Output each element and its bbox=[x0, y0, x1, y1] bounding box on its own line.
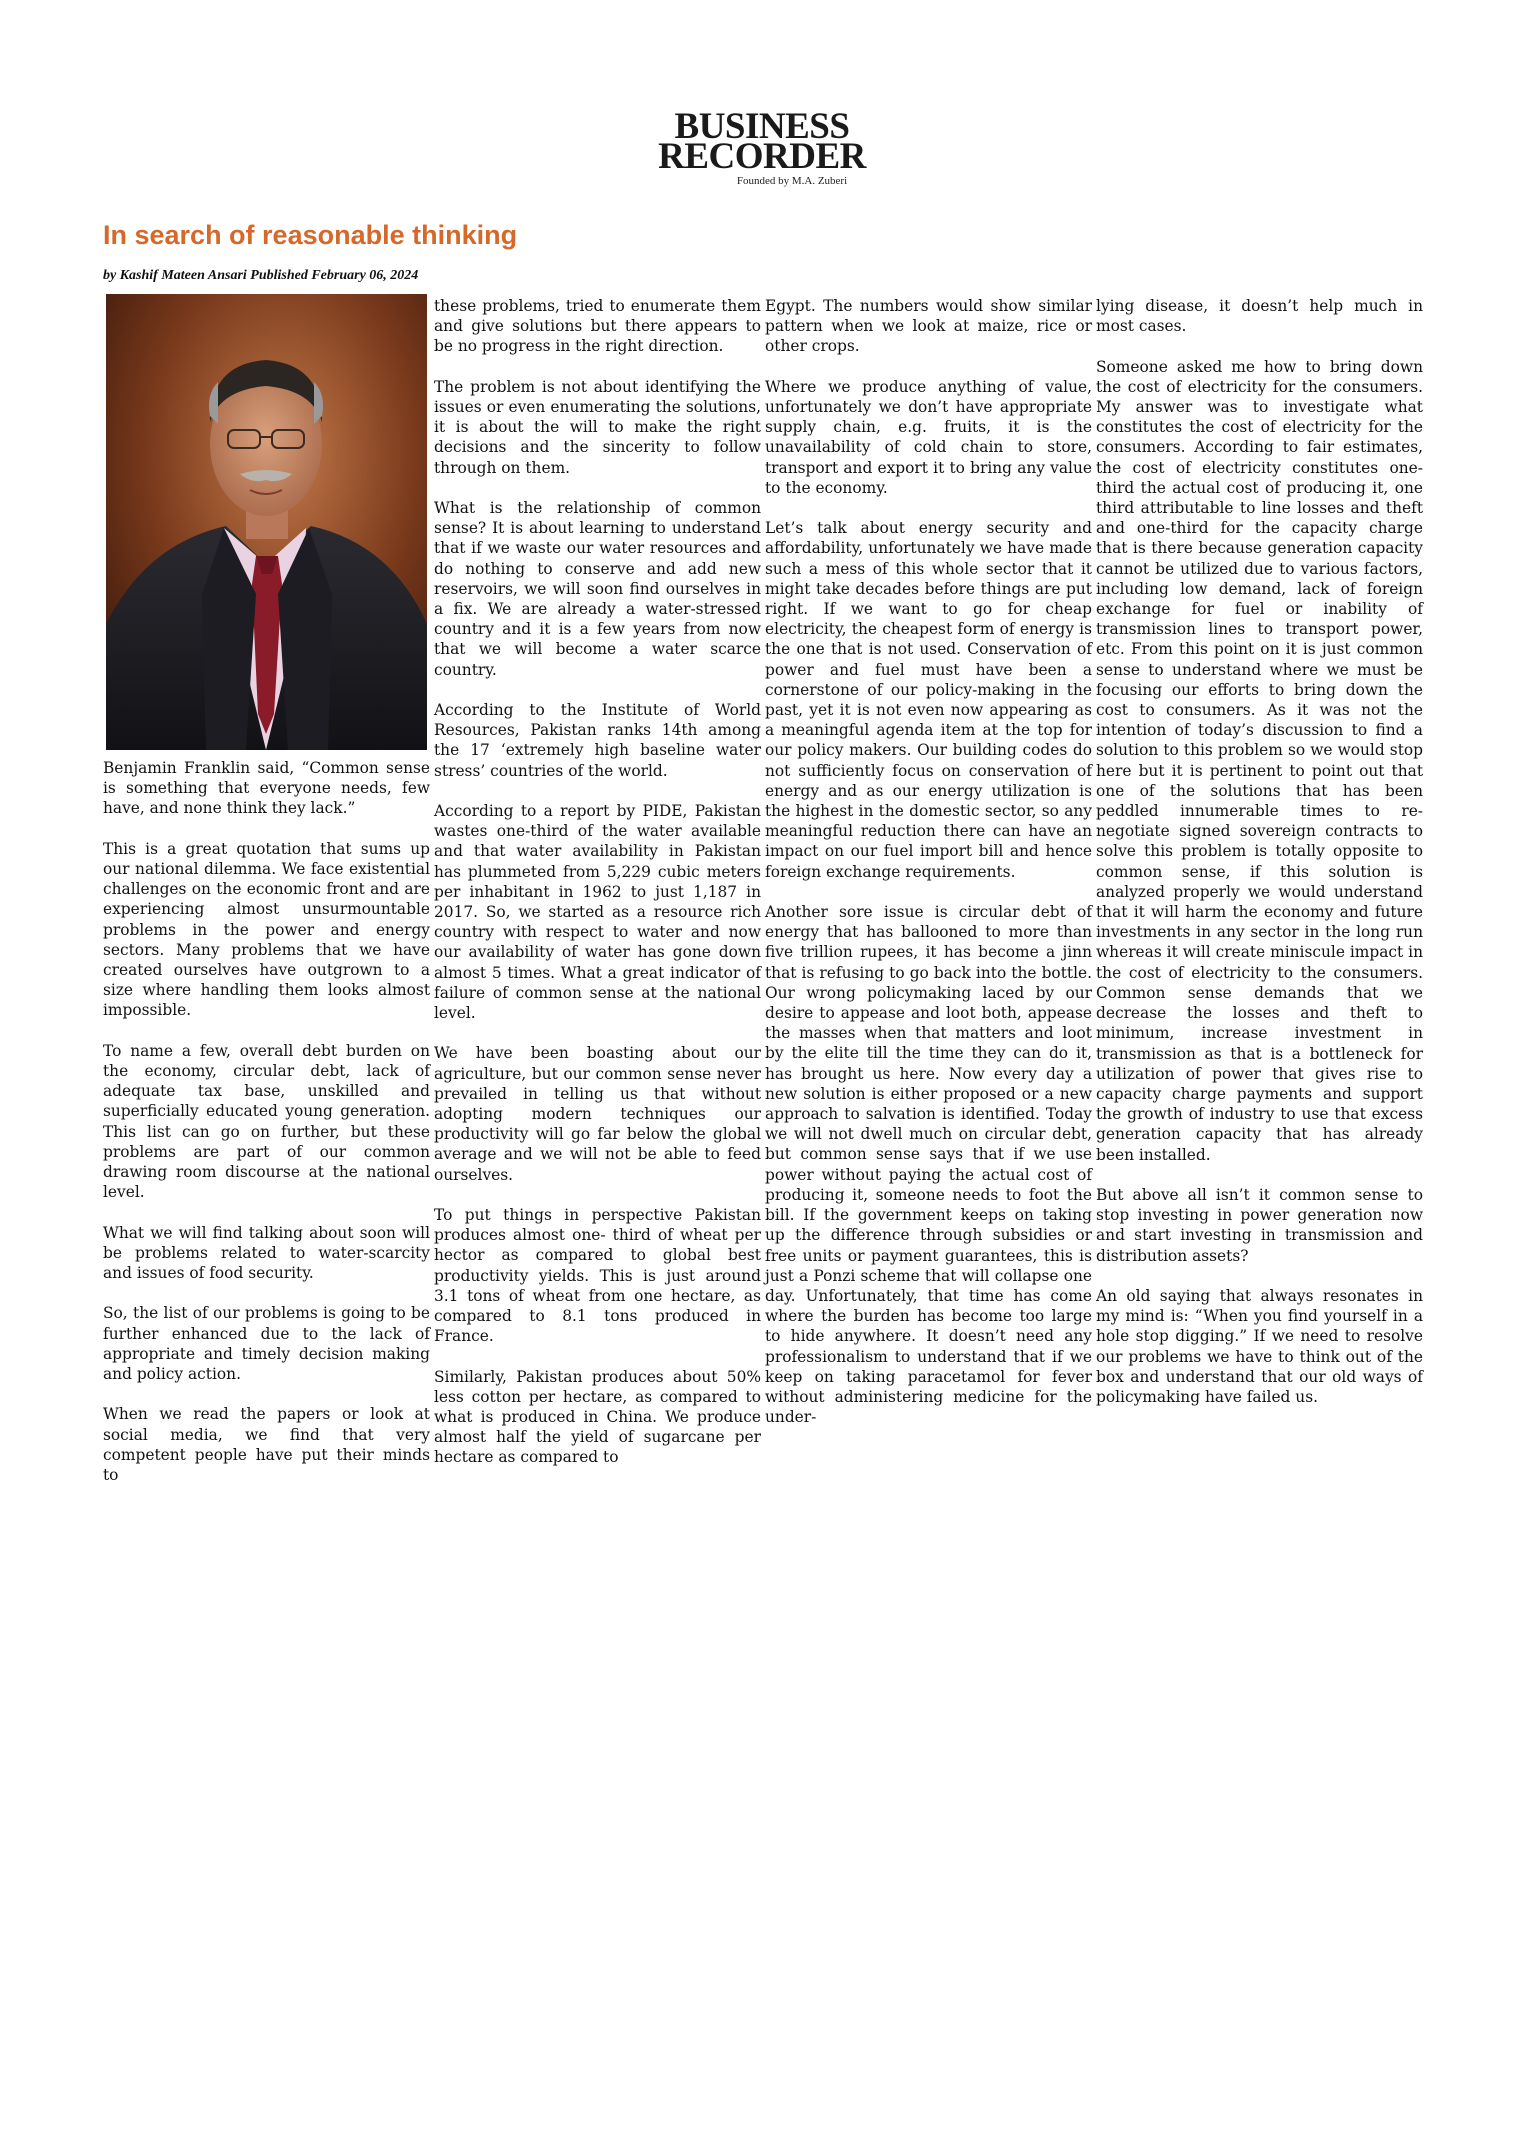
paragraph: So, the list of our problems is going to be further enhanced due to the lack of appropriate and timely decision making and policy action. bbox=[103, 1304, 430, 1384]
masthead-line-1: BUSINESS bbox=[674, 106, 850, 147]
paragraph: To name a few, overall debt burden on the economy, circular debt, lack of adequate tax base, unskilled and superficially educated young generation. This list can go on further, but these problems are part of our common drawing room discourse at the national level. bbox=[103, 1041, 430, 1202]
paragraph: When we read the papers or look at social media, we find that very competent people have put their minds to bbox=[103, 1405, 430, 1485]
paragraph: Let’s talk about energy security and affordability, unfortunately we have made such a mess of this whole sector that it might take decades before things are put right. If we want to go for cheap electricity, the cheapest form of energy is the one that is not used. Conservation of power and fuel must have been a cornerstone of our policy-making in the past, yet it is not even now appearing as a meaningful agenda item at the top for our policy makers. Our building codes do not sufficiently focus on conservation of energy and as our energy utilization is the highest in the domestic sector, so any meaningful reduction there can have an impact on our fuel import bill and hence foreign exchange requirements. bbox=[765, 519, 1092, 881]
paragraph: The problem is not about identifying the issues or even enumerating the solutions, it is about the will to make the right decisions and the sincerity to follow through on them. bbox=[434, 377, 761, 477]
paragraph: Benjamin Franklin said, “Common sense is something that everyone needs, few have, and none think they lack.” bbox=[103, 759, 430, 818]
paragraph: Similarly, Pakistan produces about 50% less cotton per hectare, as compared to what is produced in China. We produce almost half the yield of sugarcane per hectare as compared to bbox=[434, 1367, 761, 1467]
paragraph: To put things in perspective Pakistan produces almost one- third of wheat per hector as compared to global best productivity yields. This is just around 3.1 tons of wheat from one hectare, as compared to 8.1 tons produced in France. bbox=[434, 1206, 761, 1346]
paragraph: Where we produce anything of value, unfortunately we don’t have appropriate supply chain, e.g. fruits, it is the unavailability of cold chain to store, transport and export it to bring any value to the economy. bbox=[765, 377, 1092, 497]
paragraph: According to the Institute of World Resources, Pakistan ranks 14th among the 17 ‘extremely high baseline water stress’ countries of the world. bbox=[434, 701, 761, 780]
article-column-1 bbox=[103, 758, 430, 1505]
masthead-logo bbox=[640, 106, 884, 188]
paragraph: What we will find talking about soon will be problems related to water-scarcity and issues of food security. bbox=[103, 1223, 430, 1283]
paragraph: Someone asked me how to bring down the cost of electricity for the consumers. My answer was to investigate what constitutes the cost of electricity for the consumers. According to fair estimates, the cost of electricity constitutes one-third the actual cost of producing it, one third attributable to line losses and theft and one-third for the capacity charge that is there because generation capacity cannot be utilized due to various factors, including low demand, lack of foreign exchange for fuel or inability of transmission lines to transport power, etc. From this point on it is just common sense to understand where we must be focusing our efforts to bring down the cost to consumers. As it was not the intention of today’s discussion to find a solution to this problem so we would stop here but it is pertinent to point out that one of the solutions that has been peddled innumerable times to re-negotiate signed sovereign contracts to solve this problem is totally opposite to common sense, if this solution is analyzed properly we would understand that it will harm the economy and future investments in any sector in the long run whereas it will create miniscule impact in the cost of electricity to the consumers. Common sense demands that we decrease the losses and theft to minimum, increase investment in transmission as that is a bottleneck for utilization of power that gives rise to capacity charge payments and support the growth of industry to use that excess generation capacity that has already been installed. bbox=[1096, 357, 1423, 1164]
article-column-4 bbox=[1096, 296, 1423, 1427]
masthead-line-2: RECORDER bbox=[658, 136, 866, 177]
paragraph: these problems, tried to enumerate them and give solutions but there appears to be no progress in the right direction. bbox=[434, 297, 761, 356]
masthead-tagline: Founded by M.A. Zuberi bbox=[736, 175, 848, 187]
author-photo bbox=[106, 294, 427, 750]
paragraph: Egypt. The numbers would show similar pattern when we look at maize, rice or other crops. bbox=[765, 297, 1092, 356]
article-title: In search of reasonable thinking bbox=[103, 220, 518, 250]
article-column-2 bbox=[434, 296, 761, 1488]
article-byline: by Kashif Mateen Ansari Published February 06, 2024 bbox=[103, 268, 419, 283]
paragraph: An old saying that always resonates in my mind is: “When you find yourself in a hole stop digging.” If we need to resolve our problems we have to think out of the box and understand that our old ways of policymaking have failed us. bbox=[1096, 1286, 1423, 1406]
article-column-3 bbox=[765, 296, 1092, 1448]
paragraph: We have been boasting about our agriculture, but our common sense never prevailed in telling us that without adopting modern techniques our productivity will go far below the global average and we will not be able to feed ourselves. bbox=[434, 1044, 761, 1184]
paragraph: lying disease, it doesn’t help much in most cases. bbox=[1096, 297, 1423, 336]
paragraph: According to a report by PIDE, Pakistan wastes one-third of the water available and that water availability in Pakistan has plummeted from 5,229 cubic meters per inhabitant in 1962 to just 1,187 in 2017. So, we started as a resource rich country with respect to water and now our availability of water has gone down almost 5 times. What a great indicator of failure of common sense at the national level. bbox=[434, 802, 761, 1023]
paragraph: Another sore issue is circular debt of energy that has ballooned to more than five trillion rupees, it has become a jinn that is refusing to go back into the bottle. Our wrong policymaking laced by our desire to appease and loot both, appease the masses when that matters and loot by the elite till the time they can do it, has brought us here. Now every day a new solution is either proposed or a new approach to salvation is identified. Today we will not dwell much on circular debt, but common sense says that if we use power without paying the actual cost of producing it, someone needs to foot the bill. If the government keeps on taking up the difference through subsidies or free units or payment guarantees, this is just a Ponzi scheme that will collapse one day. Unfortunately, that time has come where the burden has become too large to hide anywhere. It doesn’t need any professionalism to understand that if we keep on taking paracetamol for fever without administering medicine for the under- bbox=[765, 903, 1092, 1427]
paragraph: But above all isn’t it common sense to stop investing in power generation now and start investing in transmission and distribution assets? bbox=[1096, 1185, 1423, 1265]
paragraph: What is the relationship of common sense? It is about learning to understand that if we waste our water resources and do nothing to conserve and add new reservoirs, we will soon find ourselves in a fix. We are already a water-stressed country and it is a few years from now that we will become a water scarce country. bbox=[434, 499, 761, 679]
paragraph: This is a great quotation that sums up our national dilemma. We face existential challenges on the economic front and are experiencing almost unsurmountable problems in the power and energy sectors. Many problems that we have created ourselves have outgrown to a size where handling them looks almost impossible. bbox=[103, 839, 430, 1020]
